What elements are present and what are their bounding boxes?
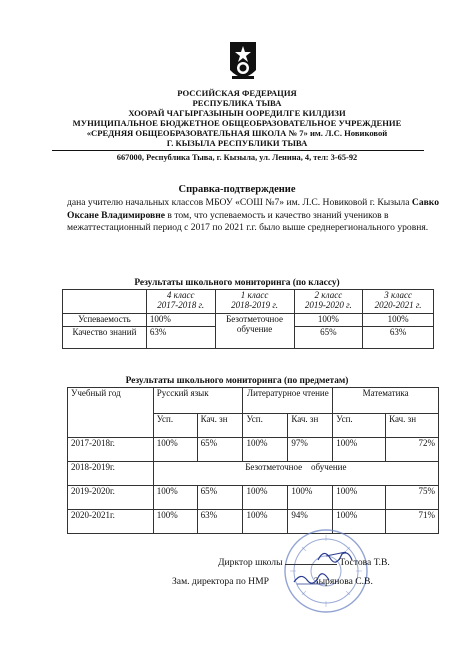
header-line-2: РЕСПУБЛИКА ТЫВА (192, 98, 282, 108)
class-monitoring-table (62, 289, 434, 349)
table2-subject-header: Математика (333, 388, 439, 414)
table1-cell: 65% (294, 327, 363, 349)
table1-header-cell: 2 класс 2019-2020 г. (294, 290, 363, 314)
table2-cell: 100% (243, 510, 288, 534)
table2-year: 2019-2020г. (68, 486, 154, 510)
table2-title: Результаты школьного мониторинга (по предметам) (125, 376, 349, 386)
table2-sub-header: Кач. зн (288, 414, 333, 438)
table-row (68, 462, 439, 486)
table2-merged-cell: Безотметочное обучение (153, 462, 438, 486)
table1-cell: 63% (146, 327, 215, 349)
header-line-6: Г. КЫЗЫЛА РЕСПУБЛИКИ ТЫВА (166, 138, 308, 148)
table2-cell: 71% (386, 510, 439, 534)
table2-year: 2018-2019г. (68, 462, 154, 486)
teacher-name: Савко Оксане Владимировне (67, 197, 439, 221)
header-line-3: ХООРАЙ ЧАГЫРГАЗЫНЫН ООРЕДИЛГЕ КИЛДИЗИ (128, 108, 346, 118)
table1-merged-cell: Безотметочное обучение (215, 314, 294, 349)
table1-row-label: Качество знаний (63, 327, 147, 349)
table1-cell: 100% (294, 314, 363, 327)
table1-corner (63, 290, 147, 314)
header-line-4: МУНИЦИПАЛЬНОЕ БЮДЖЕТНОЕ ОБЩЕОБРАЗОВАТЕЛЬНОЕ УЧРЕЖДЕНИЕ (72, 118, 402, 128)
table2-cell: 100% (333, 438, 386, 462)
header-line-1: РОССИЙСКАЯ ФЕДЕРАЦИЯ (177, 88, 297, 98)
table2-cell: 72% (386, 438, 439, 462)
table2-sub-header: Кач. зн (386, 414, 439, 438)
deputy-signature-line (172, 576, 373, 587)
document-title: Справка-подтверждение (178, 184, 296, 195)
deputy-label: Зам. директора по НМР (172, 576, 269, 587)
school-emblem-icon (228, 40, 258, 86)
school-address: 667000, Республика Тыва, г. Кызыла, ул. Ленина, 4, тел: 3-65-92 (116, 153, 358, 162)
table-row (68, 486, 439, 510)
subject-monitoring-table (67, 387, 439, 534)
deputy-signature-icon (291, 568, 331, 590)
table1-title: Результаты школьного мониторинга (по классу) (134, 278, 340, 288)
table2-cell: 100% (288, 486, 333, 510)
table2-sub-header: Кач. зн (197, 414, 243, 438)
table2-subject-header: Русский язык (153, 388, 243, 414)
table2-sub-header: Усп. (243, 414, 288, 438)
table2-cell: 100% (243, 486, 288, 510)
table2-year: 2020-2021г. (68, 510, 154, 534)
table1-cell: 63% (363, 327, 434, 349)
table2-year-header: Учебный год (68, 388, 154, 438)
table2-year: 2017-2018г. (68, 438, 154, 462)
table2-cell: 94% (288, 510, 333, 534)
body-text-start: дана учителю начальных классов МБОУ «СОШ №7» им. Л.С. Новиковой г. Кызыла (67, 197, 412, 208)
table1-header-cell: 3 класс 2020-2021 г. (363, 290, 434, 314)
table2-cell: 100% (333, 510, 386, 534)
table1-cell: 100% (146, 314, 215, 327)
table-row (68, 510, 439, 534)
table2-sub-header: Усп. (333, 414, 386, 438)
table2-cell: 100% (243, 438, 288, 462)
table2-cell: 63% (197, 510, 243, 534)
table2-cell: 100% (333, 486, 386, 510)
table2-cell: 97% (288, 438, 333, 462)
table2-cell: 75% (386, 486, 439, 510)
director-label: Дирктор школы (218, 557, 283, 568)
document-body (67, 197, 439, 235)
table1-row-label: Успеваемость (63, 314, 147, 327)
table2-cell: 100% (153, 486, 197, 510)
table2-subject-header: Литературное чтение (243, 388, 333, 414)
director-signature-line (218, 556, 390, 568)
table2-sub-header: Усп. (153, 414, 197, 438)
director-signature-icon (316, 546, 356, 566)
table2-cell: 65% (197, 486, 243, 510)
table1-header-cell: 1 класс 2018-2019 г. (215, 290, 294, 314)
table2-cell: 100% (153, 510, 197, 534)
director-name: Тостова Т.В. (339, 557, 390, 568)
table-row (68, 438, 439, 462)
deputy-name: Зырянова С.В. (313, 576, 373, 587)
table1-cell: 100% (363, 314, 434, 327)
header-divider (52, 150, 424, 151)
table2-cell: 65% (197, 438, 243, 462)
table2-cell: 100% (153, 438, 197, 462)
header-line-5: «СРЕДНЯЯ ОБЩЕОБРАЗОВАТЕЛЬНАЯ ШКОЛА № 7» им. Л.С. Новиковой (86, 128, 388, 138)
table1-header-cell: 4 класс 2017-2018 г. (146, 290, 215, 314)
body-text-end: в том, что успеваемость и качество знаний учеников в межаттестационный период с 2017 по 2021 г.г. было выше среднерегионального уровня. (67, 209, 429, 234)
